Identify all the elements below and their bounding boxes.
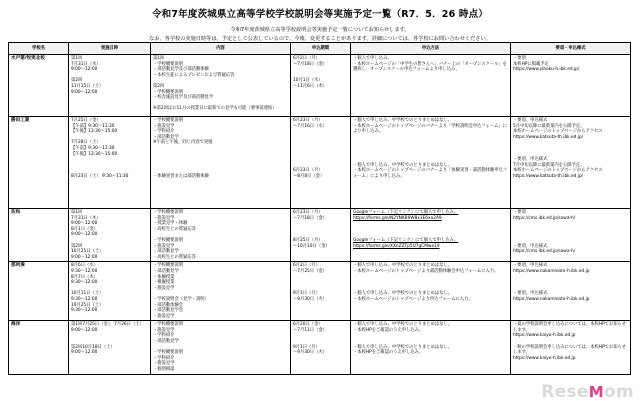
header-schedule: 実施日時 xyxy=(69,43,151,55)
period-cell: 6月23日（月） ～7月16日（水） 6月23日（月） ～8月8日（金） xyxy=(291,117,351,209)
method-cell[interactable]: Googleフォーム（下記リンク）にて個人で申し込み。 https://forms.gle/N2YNKB9W8x3E6xa2A9 Googleフォーム（下記リンク）にて個人で申し込み。 https://forms.gle/XXnZZTp5U7gCMwe19 xyxy=(351,209,511,262)
content-cell: 第1回 ・学校概要説明 ・部活動見学及び部活動体験 ・本校生徒によるプレゼンおよび質疑応答 第2回 ・学校概要説明 ・校舎施設見学及び部活動見学 ※第2回はお11月の授業日に最新での見学も可能（要事前連絡） xyxy=(151,55,291,117)
table-row xyxy=(9,117,631,209)
method-cell: ・個人で申し込み。 ・本校ホームページの「中学生の皆さんへ」バナー上の「オープンスクール」を選択し、オープンスクール申込フォームより申し込み。 xyxy=(351,55,511,117)
header-school: 学校名 xyxy=(9,43,69,55)
period-cell: 6月20日（金） ～7月11日（金） 9月1日（月） ～9月30日（火） xyxy=(291,321,351,374)
resemom-watermark xyxy=(541,382,634,402)
school-name: 海洋 xyxy=(9,321,69,374)
content-cell: ・学校概要説明 ・施設見学 ・学科紹介 ・部活動見学 ※午前と午後、同じ内容で実施 ・体験実習または部活動体験 xyxy=(151,117,291,209)
school-name: 勝田工業 xyxy=(9,117,69,209)
header-period: 申込期間 xyxy=(291,43,351,55)
schedule-cell: 7月25日（金） 【午前】9:30～11:30 【午後】13:30～15:00 7月28日（土） 【午前】9:30～11:30 【午後】13:30～15:00 8月23日（土） 9:30～11:30 xyxy=(69,117,151,209)
table-row xyxy=(9,262,631,321)
table-row xyxy=(9,321,631,374)
table-header-row xyxy=(9,43,631,55)
watermark-suffix: om xyxy=(604,382,634,402)
header-method: 申込方法 xyxy=(351,43,511,55)
forms-cell[interactable]: ・要項、申込様式 5月中旬以降に最新案内を公開予定。 本校ホームページのトップページからアクセス https://www.katsuta-th.ibk.ed.jp/ ・要項、申込様式 7月中旬以降に最新案内を公開予定。 本校ホームページのトップページからアクセス https://www.katsuta-th.ibk.ed.jp/ xyxy=(511,117,631,209)
table-row xyxy=(9,209,631,262)
schedule-cell: 第1回 7月31日（木） 9:00～12:00 第2回 11月15日（土） 9:00～12:00 xyxy=(69,55,151,117)
school-name: 水戸第/牧実北校 xyxy=(9,55,69,117)
content-cell: ・学校概要説明 ・施設見学 ・授業見学・体験 ・高校生との質疑応答 ・学校概要説明 ・施設見学 ・部活動見学 ・高校生との質疑応答 xyxy=(151,209,291,262)
method-cell: ・個人で申し込み。中学校でのとりまとめはなし。 ・本校HPをご確認のうえ申し込み。 ・個人で申し込み。中学校でのとりまとめはなし。 ・本校HPをご確認のうえ申し込み。 xyxy=(351,321,511,374)
period-cell: 6月23日（月） ～7月18日（金） 8月25日（月） ～10月10日（金） xyxy=(291,209,351,262)
schedule-cell: 第1回 7月31日（木） 9:00～12:00 8月1日（金） 9:00～12:00 第2回 10月25日（土） 9:00～12:00 xyxy=(69,209,151,262)
watermark-accent: M xyxy=(588,383,604,401)
header-forms: 要項・申込様式 xyxy=(511,43,631,55)
schedule-table xyxy=(8,42,631,375)
school-name: 那珂湊 xyxy=(9,262,69,321)
page-title: 令和7年度茨城県立高等学校学校説明会等実施予定一覧（R7．5．26 時点） xyxy=(151,9,489,20)
content-cell: ・学校概要説明 ・部活動見学 ・体験授業 ・模擬授業 ・施設見学 ・学校説明会（見学・説明） ・部活動体験会 ・部活動見学会 ・施設見学 xyxy=(151,262,291,321)
header-content: 内容 xyxy=(151,43,291,55)
forms-cell[interactable]: ・要項、申込様式 https://www.nakaminato-h.ibk.ed.jp ・要項、申込様式 https://www.nakaminato-h.ibk.ed.jp xyxy=(511,262,631,321)
schedule-cell: 第1回7月25日（金）、7月26日（土） 9:00～12:00 第2回10月18日（土） 9:00～12:00 xyxy=(69,321,151,374)
school-name: 佐和 xyxy=(9,209,69,262)
table-row xyxy=(9,55,631,117)
watermark-prefix: Rese xyxy=(541,382,589,402)
schedule-cell: 8月6日（水） 9:30～12:00 8月7日（木） 9:30～12:00 10月11日（土） 9:30～12:00 10月25日（土） 9:30～12:00 xyxy=(69,262,151,321)
period-cell: 6月2日（月） ～7月25日（金） 9月1日（月） ～9月30日（火） xyxy=(291,262,351,321)
intro-line-1: 令和7年度茨城県立高等学校説明会等実施予定一覧についてお知らせします。 xyxy=(230,27,410,33)
method-cell: ・個人で申し込み。中学校でのとりまとめはなし。 ・本校ホームページのトップページより部活動体験会申込フォームに入力。 ・個人で申し込み。中学校でのとりまとめはなし。 ・本校ホームページのトップページより申込フォームに入力。 xyxy=(351,262,511,321)
forms-cell[interactable]: ・要項 https://cms.ibk.ed.jp/sawa-h/ ・要項、申込様式 https://cms.ibk.ed.jp/sawa-h/ xyxy=(511,209,631,262)
intro-line-2: なお、各学校の実施日時等は、予定として公表しているので、今後、変更することがあります。詳細については、各学校にお問い合わせください。 xyxy=(149,36,491,42)
forms-cell[interactable]: ・要項 本校HPに掲載予定 https://www.jshoku-h.ibk.ed.jp/ xyxy=(511,55,631,117)
content-cell: ・学校概要説明 ・施設見学 ・学科紹介 ・部活動見学 ・学校概要説明 ・学科紹介 ・施設見学 ・個別相談 xyxy=(151,321,291,374)
period-cell: 6月2日（月） ～7月18日（金） 10月1日（水） ～11月6日（木） xyxy=(291,55,351,117)
method-cell: ・個人で申し込み。中学校でのとりまとめはなし。 ・本校ホームページのトップページのバナーより「学校説明会申込フォーム」により申し込み。 ・個人で申し込み。中学校でのとりまとめはなし。 ・本校ホームページのトップページのバナーより「体験実習・部活動体験申込フォーム」により申し込み。 xyxy=(351,117,511,209)
forms-cell[interactable]: ・夏の学校説明会申し込みについては、本校HPでお知らせします。 https://www.kaiyo-h.ibk.ed.jp ・秋の学校説明会申し込みについては、本校HPでお知らせします。 https://www.kaiyo-h.ibk.ed.jp xyxy=(511,321,631,374)
